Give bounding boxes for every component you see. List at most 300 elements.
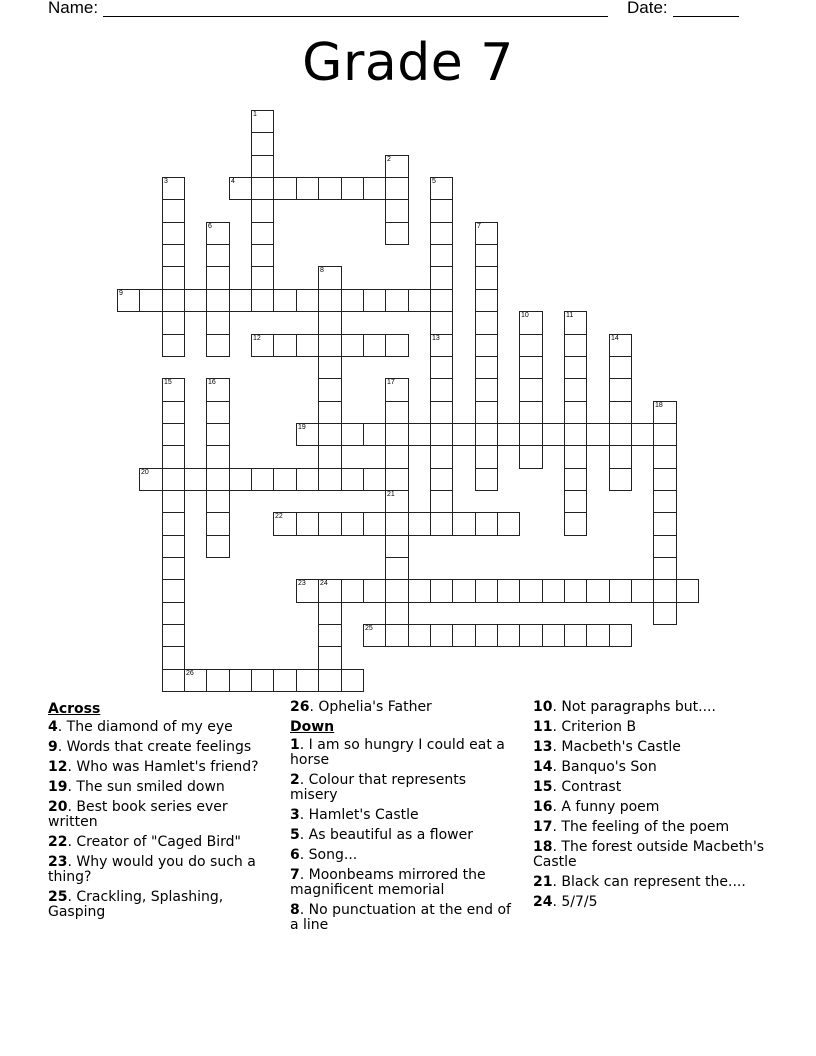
clue-number: 11 [533,719,553,735]
cell-number: 3 [164,178,168,185]
crossword-cell[interactable] [609,378,632,402]
crossword-cell[interactable] [430,311,453,335]
crossword-cell[interactable] [408,512,431,536]
cell-number: 2 [387,156,391,163]
crossword-cell[interactable] [318,401,342,424]
crossword-cell[interactable] [229,289,252,312]
crossword-cell[interactable] [318,602,342,625]
crossword-cell[interactable] [139,289,163,312]
clue-text: Moonbeams mirrored the magnificent memorial [290,867,486,898]
crossword-cell[interactable] [162,289,185,312]
down-clue: 16. A funny poem [533,799,660,815]
crossword-cell[interactable] [162,445,185,469]
crossword-cell[interactable] [318,334,342,357]
crossword-cell[interactable] [475,356,498,379]
crossword-cell[interactable] [564,311,587,335]
crossword-cell[interactable] [363,468,386,491]
crossword-cell[interactable] [586,579,610,603]
crossword-cell[interactable] [564,468,587,491]
crossword-cell[interactable] [519,624,543,647]
crossword-cell[interactable] [609,445,632,469]
crossword-cell[interactable] [318,624,342,647]
clue-text: Best book series ever written [48,799,228,830]
crossword-cell[interactable] [251,669,274,692]
crossword-cell[interactable] [452,624,476,647]
crossword-cell[interactable] [475,423,498,446]
crossword-cell[interactable] [318,311,342,335]
crossword-cell[interactable] [385,535,409,558]
crossword-cell[interactable] [206,535,230,558]
crossword-cell[interactable] [318,356,342,379]
crossword-cell[interactable] [162,512,185,536]
crossword-cell[interactable] [206,334,230,357]
crossword-cell[interactable] [206,468,230,491]
cell-number: 19 [298,424,306,431]
crossword-cell[interactable] [162,222,185,245]
crossword-cell[interactable] [609,624,632,647]
crossword-cell[interactable] [385,222,409,245]
crossword-cell[interactable] [273,468,297,491]
crossword-cell[interactable] [497,512,520,536]
crossword-cell[interactable] [363,512,386,536]
crossword-cell[interactable] [385,177,409,200]
across-clue: 26. Ophelia's Father [290,699,432,715]
crossword-cell[interactable] [341,289,364,312]
crossword-cell[interactable] [430,334,453,357]
crossword-cell[interactable] [430,177,453,200]
crossword-cell[interactable] [296,468,319,491]
date-label: Date: [627,0,668,17]
crossword-cell[interactable] [609,334,632,357]
crossword-cell[interactable] [519,401,543,424]
cell-number: 21 [387,491,395,498]
crossword-cell[interactable] [385,289,409,312]
crossword-cell[interactable] [251,266,274,290]
cell-number: 15 [164,379,172,386]
crossword-cell[interactable] [631,579,654,603]
crossword-cell[interactable] [117,289,140,312]
crossword-cell[interactable] [653,490,677,513]
name-label: Name: [48,0,99,17]
crossword-cell[interactable] [653,401,677,424]
down-clue: 13. Macbeth's Castle [533,739,681,755]
down-clue: 3. Hamlet's Castle [290,807,419,823]
crossword-cell[interactable] [363,423,386,446]
crossword-cell[interactable] [430,423,453,446]
crossword-cell[interactable] [475,468,498,491]
crossword-cell[interactable] [296,334,319,357]
crossword-cell[interactable] [385,155,409,178]
crossword-cell[interactable] [318,378,342,402]
crossword-cell[interactable] [385,199,409,223]
clue-number: 5 [290,827,300,843]
crossword-cell[interactable] [341,512,364,536]
across-clue: 23. Why would you do such a thing? [48,854,256,885]
crossword-cell[interactable] [676,579,699,603]
clue-text: I am so hungry I could eat a horse [290,737,505,768]
crossword-cell[interactable] [385,468,409,491]
crossword-cell[interactable] [206,222,230,245]
crossword-cell[interactable] [430,401,453,424]
crossword-cell[interactable] [609,423,632,446]
clue-number: 14 [533,759,553,775]
crossword-cell[interactable] [341,579,364,603]
crossword-cell[interactable] [542,624,565,647]
crossword-cell[interactable] [653,602,677,625]
crossword-cell[interactable] [139,468,163,491]
crossword-cell[interactable] [385,423,409,446]
crossword-cell[interactable] [341,177,364,200]
crossword-cell[interactable] [162,177,185,200]
crossword-cell[interactable] [251,110,274,133]
clue-number: 22 [48,834,68,850]
clue-text: No punctuation at the end of a line [290,902,511,933]
clue-number: 20 [48,799,68,815]
crossword-cell[interactable] [430,445,453,469]
crossword-cell[interactable] [273,289,297,312]
crossword-cell[interactable] [385,557,409,580]
clue-text: The forest outside Macbeth's Castle [533,839,765,870]
crossword-cell[interactable] [564,445,587,469]
crossword-cell[interactable] [363,579,386,603]
crossword-cell[interactable] [184,468,207,491]
crossword-cell[interactable] [519,356,543,379]
crossword-cell[interactable] [296,423,319,446]
crossword-cell[interactable] [296,177,319,200]
cell-number: 16 [208,379,216,386]
clue-number: 24 [533,894,553,910]
crossword-cell[interactable] [318,579,342,603]
crossword-cell[interactable] [251,244,274,267]
crossword-cell[interactable] [475,289,498,312]
crossword-cell[interactable] [497,624,520,647]
clue-text: Words that create feelings [66,739,252,755]
crossword-cell[interactable] [385,445,409,469]
crossword-cell[interactable] [385,334,409,357]
crossword-cell[interactable] [452,512,476,536]
crossword-cell[interactable] [251,177,274,200]
crossword-cell[interactable] [475,445,498,469]
crossword-cell[interactable] [475,311,498,335]
crossword-cell[interactable] [206,401,230,424]
clue-text: Not paragraphs but.... [561,699,716,715]
crossword-cell[interactable] [408,423,431,446]
crossword-cell[interactable] [318,423,342,446]
crossword-cell[interactable] [542,423,565,446]
clue-text: Creator of "Caged Bird" [76,834,241,850]
crossword-cell[interactable] [184,289,207,312]
crossword-cell[interactable] [564,490,587,513]
crossword-cell[interactable] [206,244,230,267]
crossword-cell[interactable] [475,334,498,357]
crossword-cell[interactable] [363,177,386,200]
crossword-cell[interactable] [475,512,498,536]
crossword-cell[interactable] [273,334,297,357]
crossword-cell[interactable] [229,468,252,491]
crossword-cell[interactable] [251,334,274,357]
cell-number: 23 [298,580,306,587]
crossword-cell[interactable] [251,222,274,245]
clue-text: Hamlet's Castle [308,807,419,823]
crossword-cell[interactable] [452,579,476,603]
clue-number: 9 [48,739,58,755]
clue-number: 17 [533,819,553,835]
crossword-cell[interactable] [564,624,587,647]
crossword-cell[interactable] [206,423,230,446]
cell-number: 25 [365,625,373,632]
crossword-cell[interactable] [564,423,587,446]
crossword-cell[interactable] [653,579,677,603]
crossword-cell[interactable] [653,468,677,491]
crossword-cell[interactable] [609,401,632,424]
crossword-cell[interactable] [162,669,185,692]
crossword-cell[interactable] [162,244,185,267]
clue-number: 16 [533,799,553,815]
cell-number: 8 [320,267,324,274]
down-clue: 15. Contrast [533,779,622,795]
clue-number: 2 [290,772,300,788]
crossword-cell[interactable] [162,266,185,290]
clue-text: Banquo's Son [561,759,657,775]
crossword-cell[interactable] [564,401,587,424]
crossword-cell[interactable] [273,177,297,200]
crossword-cell[interactable] [251,468,274,491]
clue-number: 7 [290,867,300,883]
crossword-cell[interactable] [475,244,498,267]
crossword-cell[interactable] [363,624,386,647]
crossword-cell[interactable] [296,512,319,536]
crossword-cell[interactable] [206,669,230,692]
crossword-cell[interactable] [385,401,409,424]
crossword-cell[interactable] [318,266,342,290]
down-clue: 10. Not paragraphs but.... [533,699,716,715]
crossword-cell[interactable] [162,468,185,491]
down-clue: 2. Colour that represents misery [290,772,466,803]
crossword-cell[interactable] [519,423,543,446]
cell-number: 11 [566,312,574,319]
cell-number: 9 [119,290,123,297]
crossword-cell[interactable] [363,289,386,312]
clue-number: 26 [290,699,310,715]
crossword-cell[interactable] [519,579,543,603]
crossword-cell[interactable] [475,401,498,424]
crossword-cell[interactable] [162,334,185,357]
crossword-cell[interactable] [653,557,677,580]
crossword-cell[interactable] [564,334,587,357]
clue-text: Black can represent the.... [561,874,746,890]
cell-number: 6 [208,223,212,230]
crossword-cell[interactable] [251,155,274,178]
crossword-cell[interactable] [542,579,565,603]
cell-number: 12 [253,335,261,342]
clue-text: The feeling of the poem [561,819,730,835]
crossword-cell[interactable] [229,669,252,692]
crossword-cell[interactable] [586,423,610,446]
crossword-cell[interactable] [609,356,632,379]
clue-text: Macbeth's Castle [561,739,681,755]
crossword-cell[interactable] [162,378,185,402]
crossword-cell[interactable] [430,266,453,290]
crossword-cell[interactable] [519,334,543,357]
crossword-cell[interactable] [430,624,453,647]
crossword-cell[interactable] [206,266,230,290]
crossword-cell[interactable] [206,445,230,469]
crossword-cell[interactable] [475,378,498,402]
cell-number: 22 [275,513,283,520]
crossword-cell[interactable] [251,132,274,156]
crossword-cell[interactable] [341,334,364,357]
across-clue: 22. Creator of "Caged Bird" [48,834,241,850]
crossword-cell[interactable] [162,557,185,580]
crossword-cell[interactable] [162,602,185,625]
crossword-cell[interactable] [162,579,185,603]
crossword-cell[interactable] [564,378,587,402]
crossword-cell[interactable] [385,490,409,513]
crossword-cell[interactable] [653,512,677,536]
clue-column-3 [533,700,768,915]
crossword-cell[interactable] [318,512,342,536]
crossword-cell[interactable] [430,222,453,245]
down-clue: 7. Moonbeams mirrored the magnificent memorial [290,867,486,898]
crossword-cell[interactable] [564,579,587,603]
cell-number: 14 [611,335,619,342]
crossword-cell[interactable] [341,669,364,692]
clue-number: 4 [48,719,58,735]
across-clue: 19. The sun smiled down [48,779,225,795]
crossword-cell[interactable] [519,311,543,335]
crossword-cell[interactable] [341,468,364,491]
crossword-cell[interactable] [586,624,610,647]
cell-number: 1 [253,111,257,118]
crossword-cell[interactable] [385,378,409,402]
crossword-cell[interactable] [318,445,342,469]
crossword-cell[interactable] [318,177,342,200]
crossword-cell[interactable] [609,468,632,491]
crossword-cell[interactable] [519,445,543,469]
crossword-cell[interactable] [497,579,520,603]
across-clue: 20. Best book series ever written [48,799,228,830]
crossword-cell[interactable] [430,490,453,513]
crossword-cell[interactable] [296,289,319,312]
clue-text: 5/7/5 [561,894,598,910]
crossword-cell[interactable] [385,512,409,536]
clue-text: As beautiful as a flower [308,827,474,843]
crossword-cell[interactable] [475,579,498,603]
crossword-cell[interactable] [162,423,185,446]
crossword-cell[interactable] [385,624,409,647]
crossword-cell[interactable] [206,289,230,312]
crossword-cell[interactable] [631,423,654,446]
crossword-cell[interactable] [206,490,230,513]
down-clue: 5. As beautiful as a flower [290,827,474,843]
crossword-cell[interactable] [363,334,386,357]
crossword-cell[interactable] [162,401,185,424]
crossword-cell[interactable] [653,445,677,469]
clue-number: 23 [48,854,68,870]
clue-number: 3 [290,807,300,823]
crossword-cell[interactable] [430,579,453,603]
cell-number: 7 [477,223,481,230]
crossword-cell[interactable] [162,624,185,647]
clue-number: 6 [290,847,300,863]
cell-number: 5 [432,178,436,185]
crossword-cell[interactable] [408,624,431,647]
across-clue: 12. Who was Hamlet's friend? [48,759,259,775]
clue-text: The sun smiled down [76,779,225,795]
crossword-cell[interactable] [430,512,453,536]
crossword-cell[interactable] [318,669,342,692]
crossword-cell[interactable] [497,423,520,446]
crossword-cell[interactable] [653,423,677,446]
crossword-cell[interactable] [162,199,185,223]
crossword-cell[interactable] [519,378,543,402]
crossword-cell[interactable] [564,356,587,379]
crossword-cell[interactable] [475,624,498,647]
clue-number: 12 [48,759,68,775]
crossword-cell[interactable] [475,222,498,245]
crossword-cell[interactable] [609,579,632,603]
crossword-cell[interactable] [162,535,185,558]
crossword-cell[interactable] [341,423,364,446]
clue-number: 10 [533,699,553,715]
crossword-cell[interactable] [430,199,453,223]
crossword-cell[interactable] [206,512,230,536]
down-clue: 17. The feeling of the poem [533,819,730,835]
crossword-cell[interactable] [318,646,342,670]
clue-text: Contrast [561,779,622,795]
crossword-cell[interactable] [251,199,274,223]
clue-text: Criterion B [561,719,637,735]
crossword-cell[interactable] [273,669,297,692]
crossword-cell[interactable] [206,378,230,402]
clue-number: 15 [533,779,553,795]
crossword-cell[interactable] [408,289,431,312]
crossword-cell[interactable] [229,177,252,200]
crossword-cell[interactable] [206,311,230,335]
crossword-cell[interactable] [430,356,453,379]
crossword-cell[interactable] [430,289,453,312]
down-clue: 8. No punctuation at the end of a line [290,902,511,933]
crossword-cell[interactable] [318,468,342,491]
crossword-cell[interactable] [475,266,498,290]
across-heading: Across [48,701,101,717]
crossword-cell[interactable] [251,289,274,312]
crossword-cell[interactable] [273,512,297,536]
crossword-cell[interactable] [408,579,431,603]
crossword-cell[interactable] [564,512,587,536]
crossword-cell[interactable] [318,289,342,312]
crossword-cell[interactable] [162,311,185,335]
crossword-cell[interactable] [184,669,207,692]
crossword-cell[interactable] [430,378,453,402]
crossword-cell[interactable] [385,602,409,625]
clue-text: Colour that represents misery [290,772,466,803]
crossword-cell[interactable] [162,646,185,670]
clue-text: A funny poem [561,799,660,815]
crossword-cell[interactable] [452,423,476,446]
crossword-cell[interactable] [296,579,319,603]
clue-number: 21 [533,874,553,890]
down-clue: 1. I am so hungry I could eat a horse [290,737,505,768]
crossword-cell[interactable] [296,669,319,692]
crossword-cell[interactable] [430,244,453,267]
crossword-cell[interactable] [430,468,453,491]
crossword-cell[interactable] [385,579,409,603]
crossword-cell[interactable] [653,535,677,558]
crossword-cell[interactable] [162,490,185,513]
cell-number: 18 [655,402,663,409]
down-clue: 21. Black can represent the.... [533,874,746,890]
